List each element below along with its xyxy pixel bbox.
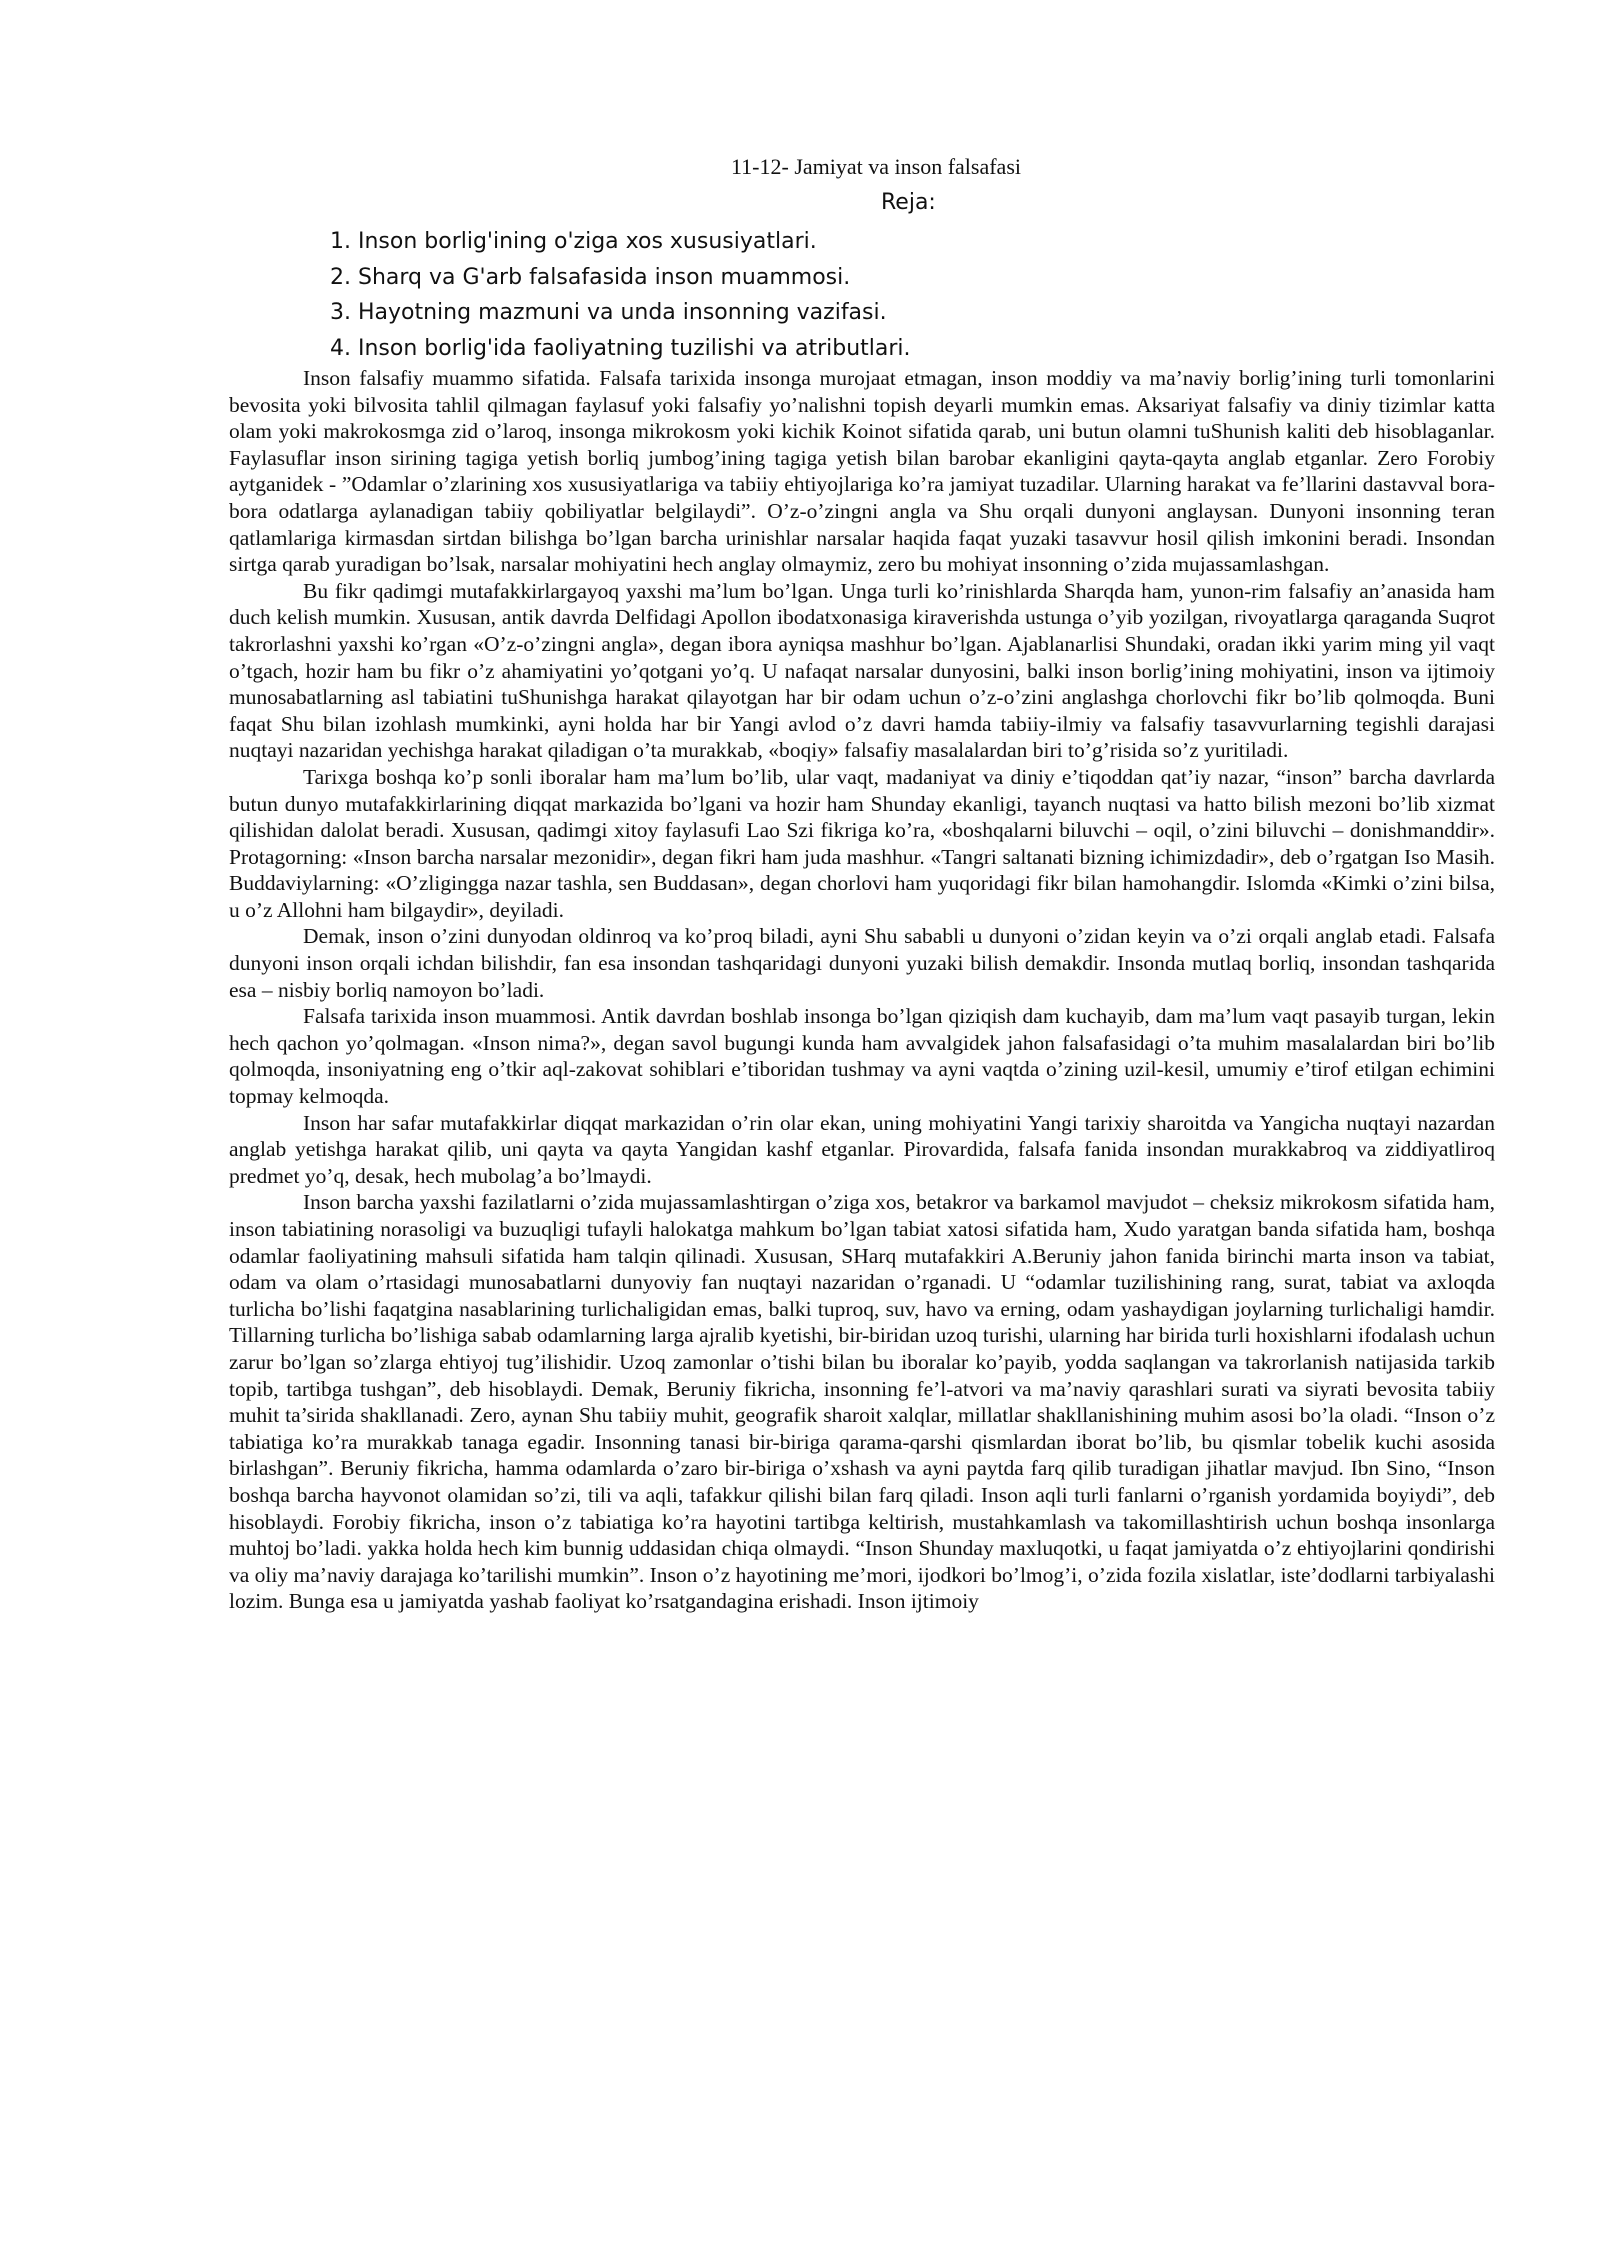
plan-item: 2. Sharq va G'arb falsafasida inson muammosi.	[330, 264, 851, 290]
document-title: 11-12- Jamiyat va inson falsafasi	[731, 154, 1021, 179]
paragraph: Tarixga boshqa ko’p sonli iboralar ham ma’lum bo’lib, ular vaqt, madaniyat va diniy e’tiqoddan qat’iy nazar, “inson” barcha davrlarda butun dunyo mutafakkirlarining diqqat markazida bo’lgani va hozir ham Shunday ekanligi, tayanch nuqtasi va hatto bilish mezoni bo’lib xizmat qilishidan dalolat beradi. Xususan, qadimgi xitoy faylasufi Lao Szi fikriga ko’ra, «boshqalarni biluvchi – oqil, o’zini biluvchi – donishmanddir». Protagorning: «Inson barcha narsalar mezonidir», degan fikri ham juda mashhur. «Tangri saltanati bizning ichimizdadir», deb o’rgatgan Iso Masih. Buddaviylarning: «O’zligingga nazar tashla, sen Buddasan», degan chorlovi ham yuqoridagi fikr bilan hamohangdir. Islomda «Kimki o’zini bilsa, u o’z Allohni ham bilgaydir», deyiladi.	[229, 764, 1495, 922]
plan-item: 1. Inson borlig'ining o'ziga xos xususiyatlari.	[330, 229, 817, 254]
body-text	[229, 365, 1495, 1615]
paragraph: Inson falsafiy muammo sifatida. Falsafa tarixida insonga murojaat etmagan, inson moddiy va ma’naviy borlig’ining turli tomonlarini bevosita yoki bilvosita tahlil qilmagan faylasuf yoki falsafiy yo’nalishni topish deyarli mumkin emas. Aksariyat falsafiy va diniy tizimlar katta olam yoki makrokosmga zid o’laroq, insonga mikrokosm yoki kichik Koinot sifatida qarab, uni butun olamni tuShunish kaliti deb hisoblaganlar. Faylasuflar inson sirining tagiga yetish borliq jumbog’ining tagiga yetish bilan barobar ekanligini qayta-qayta anglab etganlar. Zero Forobiy aytganidek - ”Odamlar o’zlarining xos xususiyatlariga va tabiiy ehtiyojlariga ko’ra jamiyat tuzadilar. Ularning harakat va fe’llarini dastavval bora-bora odatlarga aylanadigan tabiiy qobiliyatlar belgilaydi”. O’z-o’zingni angla va Shu orqali dunyoni anglaysan. Dunyoni insonning teran qatlamlariga kirmasdan sirtdan bilishga bo’lgan barcha urinishlar narsalar haqida faqat yuzaki tasavvur hosil qilish imkonini beradi. Insondan sirtga qarab yuradigan bo’lsak, narsalar mohiyatini hech anglay olmaymiz, zero bu mohiyat insonning o’zida mujassamlashgan.	[229, 366, 1495, 577]
plan-item: 4. Inson borlig'ida faoliyatning tuzilishi va atributlari.	[330, 335, 911, 361]
paragraph: Bu fikr qadimgi mutafakkirlargayoq yaxshi ma’lum bo’lgan. Unga turli ko’rinishlarda Sharqda ham, yunon-rim falsafiy an’anasida ham duch kelish mumkin. Xususan, antik davrda Delfidagi Apollon ibodatxonasiga kiraverishda ustunga o’yib yozilgan, rivoyatlarga qaraganda Suqrot takrorlashni yaxshi ko’rgan «O’z-o’zingni angla», degan ibora ayniqsa mashhur bo’lgan. Ajablanarlisi Shundaki, oradan ikki yarim ming yil vaqt o’tgach, hozir ham bu fikr o’z ahamiyatini yo’qotgani yo’q. U nafaqat narsalar dunyosini, balki inson borlig’ining mohiyatini, inson va ijtimoiy munosabatlarning asl tabiatini tuShunishga harakat qilayotgan har bir odam uchun o’z-o’zini anglashga chorlovchi fikr bo’lib qolmoqda. Buni faqat Shu bilan izohlash mumkinki, ayni holda har bir Yangi avlod o’z davri hamda tabiiy-ilmiy va falsafiy tasavvurlarning tegishli darajasi nuqtayi nazaridan yechishga harakat qiladigan o’ta murakkab, «boqiy» falsafiy masalalardan biri to’g’risida so’z yuritiladi.	[229, 578, 1495, 763]
paragraph: Inson har safar mutafakkirlar diqqat markazidan o’rin olar ekan, uning mohiyatini Yangi tarixiy sharoitda va Yangicha nuqtayi nazardan anglab yetishga harakat qilib, uni qayta va qayta Yangidan kashf etganlar. Pirovardida, falsafa fanida insondan murakkabroq va ziddiyatliroq predmet yo’q, desak, hech mubolag’a bo’lmaydi.	[229, 1110, 1495, 1188]
paragraph: Falsafa tarixida inson muammosi. Antik davrdan boshlab insonga bo’lgan qiziqish dam kuchayib, dam ma’lum vaqt pasayib turgan, lekin hech qachon yo’qolmagan. «Inson nima?», degan savol bugungi kunda ham avvalgidek jahon falsafasidagi o’ta muhim masalalardan biri bo’lib qolmoqda, insoniyatning eng o’tkir aql-zakovat sohiblari e’tiboridan tushmay va ayni vaqtda o’zining uzil-kesil, umumiy e’tirof etilgan echimini topmay kelmoqda.	[229, 1004, 1495, 1109]
plan-list	[330, 224, 911, 366]
plan-item: 3. Hayotning mazmuni va unda insonning vazifasi.	[330, 300, 887, 325]
paragraph: Demak, inson o’zini dunyodan oldinroq va ko’proq biladi, ayni Shu sababli u dunyoni o’zidan keyin va o’zi orqali anglab etadi. Falsafa dunyoni inson orqali ichdan bilishdir, fan esa insondan tashqaridagi dunyoni yuzaki bilish demakdir. Insonda mutlaq borliq, insondan tashqarida esa – nisbiy borliq namoyon bo’ladi.	[229, 924, 1495, 1002]
paragraph: Inson barcha yaxshi fazilatlarni o’zida mujassamlashtirgan o’ziga xos, betakror va barkamol mavjudot – cheksiz mikrokosm sifatida ham, inson tabiatining norasoligi va buzuqligi tufayli halokatga mahkum bo’lgan tabiat xatosi sifatida ham, Xudo yaratgan banda sifatida ham, boshqa odamlar faoliyatining mahsuli sifatida ham talqin qilinadi. Xususan, SHarq mutafakkiri A.Beruniy jahon fanida birinchi marta inson va tabiat, odam va olam o’rtasidagi munosabatlarni dunyoviy fan nuqtayi nazaridan o’rganadi. U “odamlar tuzilishining rang, surat, tabiat va axloqda turlicha bo’lishi faqatgina nasablarining turlichaligidan emas, balki tuproq, suv, havo va erning, odam yashaydigan joylarning turlichaligi hamdir. Tillarning turlicha bo’lishiga sabab odamlarning larga ajralib kyetishi, bir-biridan uzoq turishi, ularning har birida turli hoxishlarni ifodalash uchun zarur bo’lgan so’zlarga ehtiyoj tug’ilishidir. Uzoq zamonlar o’tishi bilan bu iboralar ko’payib, yodda saqlangan va takrorlanish natijasida tarkib topib, tartibga tushgan”, deb hisoblaydi. Demak, Beruniy fikricha, insonning fe’l-atvori va ma’naviy qarashlari surati va siyrati bevosita tabiiy muhit ta’sirida shakllanadi. Zero, aynan Shu tabiiy muhit, geografik sharoit xalqlar, millatlar shakllanishining muhim asosi bo’la oladi. “Inson o’z tabiatiga ko’ra murakkab tanaga egadir. Insonning tanasi bir-biriga qarama-qarshi qismlardan iborat bo’lib, bu qismlar tobelik kuchi asosida birlashgan”. Beruniy fikricha, hamma odamlarda o’zaro bir-biriga o’xshash va ayni paytda farq qilib turadigan jihatlar mavjud. Ibn Sino, “Inson boshqa barcha hayvonot olamidan so’zi, tili va aqli, tafakkur qilishi bilan farq qiladi. Inson aqli turli fanlarni o’rganish yordamida boyiydi”, deb hisoblaydi. Forobiy fikricha, inson o’z tabiatiga ko’ra hayotini tartibga keltirish, mustahkamlash va takomillashtirish uchun boshqa insonlarga muhtoj bo’ladi. yakka holda hech kim bunnig uddasidan chiqa olmaydi. “Inson Shunday maxluqotki, u faqat jamiyatda o’z ehtiyojlarini qondirishi va oliy ma’naviy darajaga ko’tarilishi mumkin”. Inson o’z hayotining me’mori, ijodkori bo’lmog’i, o’zida fozila xislatlar, iste’dodlarni tarbiyalashi lozim. Bunga esa u jamiyatda yashab faoliyat ko’rsatgandagina erishadi. Inson ijtimoiy	[229, 1190, 1495, 1614]
plan-heading: Reja:	[881, 190, 936, 215]
